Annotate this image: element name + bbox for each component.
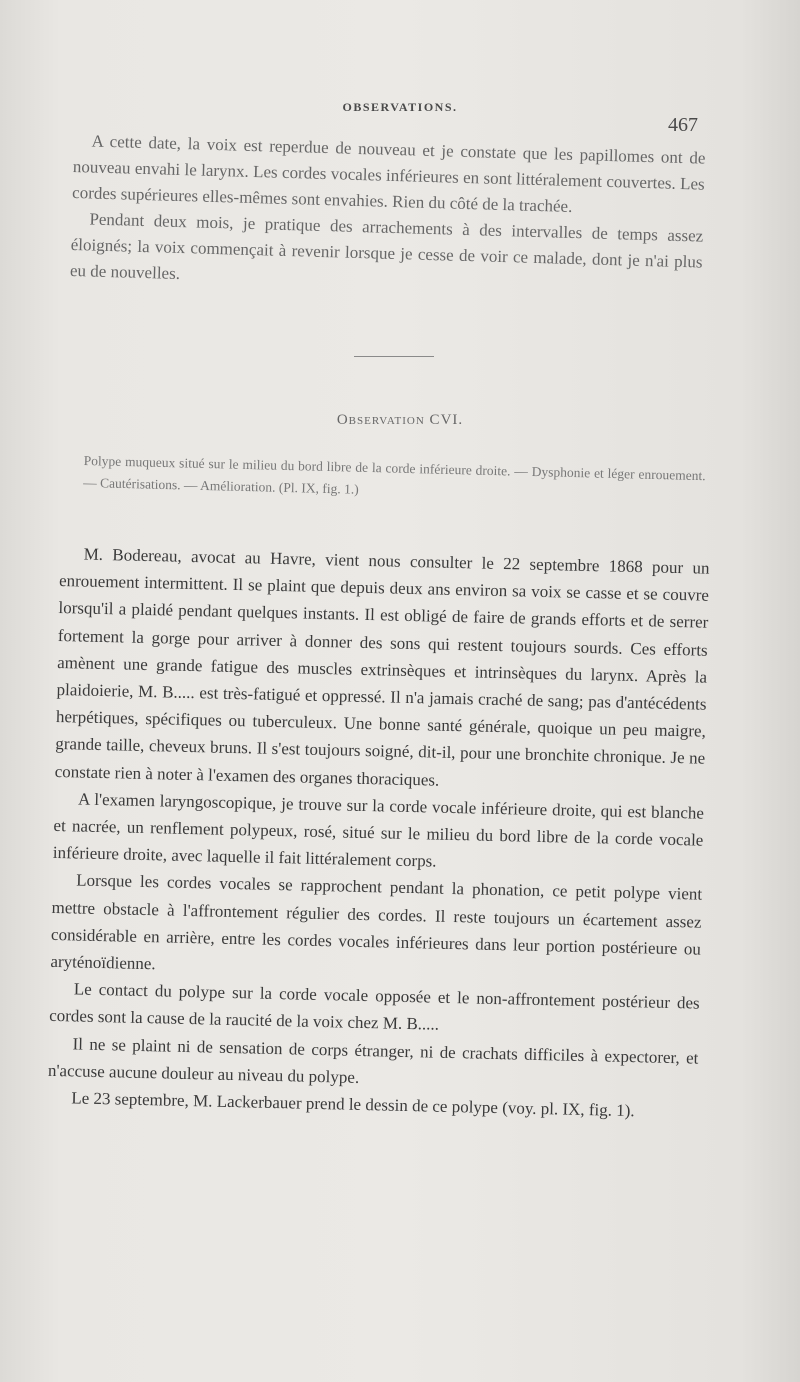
summary-text: Polype muqueux situé sur le milieu du bord libre de la corde inférieure droite. — Dysphonie et léger enrouement. — Cautérisations. — Amélioration. (Pl. IX, fig. 1.) — [83, 452, 706, 497]
paragraph: Le 23 septembre, M. Lackerbauer prend le dessin de ce polype (voy. pl. IX, fig. 1). — [71, 1088, 635, 1121]
paragraph: Pendant deux mois, je pratique des arrachements à des intervalles de temps assez éloignés; la voix commençait à revenir lorsque je cesse de voir ce malade, dont je n'ai plus eu de nouvelles. — [69, 209, 704, 284]
paragraph: Lorsque les cordes vocales se rapprochent pendant la phonation, ce petit polype vient mettre obstacle à l'affrontement régulier des cordes. Il reste toujours un écartement assez considérable en arrière, entre les cordes vocales inférieures dans leur portion postérieure ou aryténoïdienne. — [50, 870, 703, 974]
page-number: 467 — [668, 114, 698, 136]
observation-body — [47, 540, 710, 1126]
paragraph: A l'examen laryngoscopique, je trouve sur la corde vocale inférieure droite, qui est blanche et nacrée, un renflement polypeux, rosé, situé sur le milieu du bord libre de la corde vocale inférieure droite, avec laquelle il fait littéralement corps. — [52, 789, 705, 871]
paragraph: Le contact du polype sur la corde vocale opposée et le non-affrontement postérieur des cordes sont la cause de la raucité de la voix chez M. B..... — [48, 979, 700, 1035]
paragraph: Il ne se plaint ni de sensation de corps étranger, ni de crachats difficiles à expectorer, et n'accuse aucune douleur au niveau du polype. — [47, 1034, 699, 1087]
observation-summary — [83, 450, 706, 509]
running-head: OBSERVATIONS. — [342, 100, 458, 114]
continuation-text — [70, 128, 706, 302]
observation-title: Observation CVI. — [336, 412, 464, 428]
paragraph: A cette date, la voix est reperdue de nouveau et je constate que les papillomes ont de nouveau envahi le larynx. Les cordes vocales inférieures en sont littéralement couvertes. Les cordes supérieures elles-mêmes sont envahies. Rien du côté de la trachée. — [71, 131, 706, 216]
paragraph: M. Bodereau, avocat au Havre, vient nous consulter le 22 septembre 1868 pour un enrouement intermittent. Il se plaint que depuis deux ans environ sa voix se casse et se couvre lorsqu'il a plaidé pendant quelques instants. Il est obligé de faire de grands efforts et de serrer fortement la gorge pour arriver à donner des sons qui restent toujours sourds. Ces efforts amènent une grande fatigue des muscles extrinsèques et intrinsèques du larynx. Après la plaidoierie, M. B..... est très-fatigué et oppressé. Il n'a jamais craché de sang; pas d'antécédents herpétiques, spécifiques ou tuberculeux. Une bonne santé générale, quoique un peu maigre, grande taille, cheveux bruns. Il s'est toujours soigné, dit-il, pour une bronchite chronique. Je ne constate rien à noter à l'examen des organes thoraciques. — [54, 544, 710, 790]
section-divider — [354, 356, 434, 357]
